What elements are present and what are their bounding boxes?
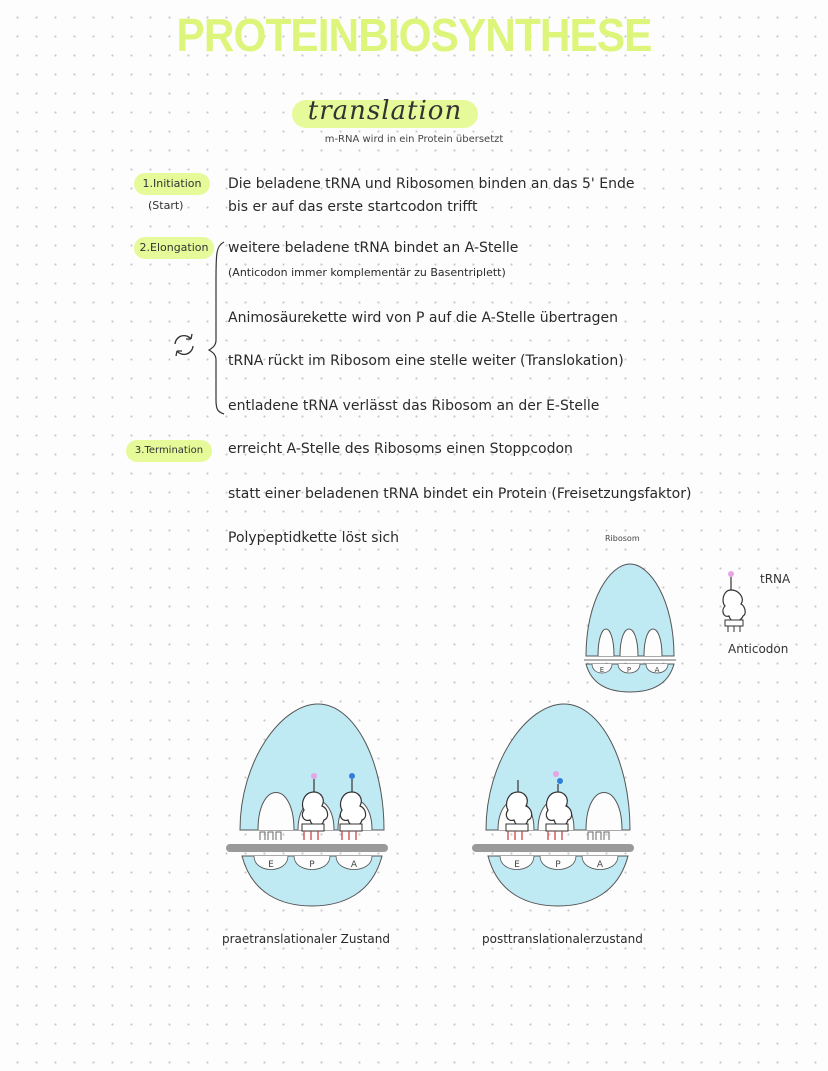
diag2-site-a: A <box>596 860 604 870</box>
trna-label: tRNA <box>760 572 791 586</box>
initiation-line-1: Die beladene tRNA und Ribosomen binden an das 5' Ende <box>228 176 635 192</box>
step-label-termination: 3.Termination <box>126 440 212 462</box>
subtitle: translation <box>307 96 463 126</box>
diag2-site-p: P <box>555 860 561 870</box>
caption-pretranslational: praetranslationaler Zustand <box>222 932 390 946</box>
diagram-posttranslational <box>468 700 638 920</box>
step-sublabel-start: (Start) <box>148 199 184 212</box>
elongation-line-3: Animosäurekette wird von P auf die A-Stelle übertragen <box>228 310 619 326</box>
ribosom-label: Ribosom <box>605 534 640 543</box>
elongation-line-4: tRNA rückt im Ribosom eine stelle weiter (Translokation) <box>228 353 624 369</box>
initiation-line-2: bis er auf das erste startcodon trifft <box>228 199 478 215</box>
legend-trna <box>715 570 755 640</box>
diag1-site-a: A <box>350 860 358 870</box>
diag2-site-e: E <box>514 860 520 870</box>
elongation-brace <box>208 240 228 420</box>
termination-line-2: statt einer beladenen tRNA bindet ein Protein (Freisetzungsfaktor) <box>228 486 692 502</box>
legend-site-a: A <box>654 666 660 674</box>
cycle-icon <box>170 332 198 358</box>
legend-ribosome <box>580 560 680 700</box>
step-label-elongation: 2.Elongation <box>134 237 214 259</box>
legend-site-p: P <box>626 666 632 674</box>
anticodon-label: Anticodon <box>728 642 789 656</box>
legend-site-e: E <box>599 666 605 674</box>
diagram-pretranslational <box>222 700 392 920</box>
subtitle-note: m-RNA wird in ein Protein übersetzt <box>324 134 504 145</box>
page-title: PROTEINBIOSYNTHESE <box>176 9 652 61</box>
termination-line-3: Polypeptidkette löst sich <box>228 530 400 546</box>
diag1-site-p: P <box>309 860 315 870</box>
diag1-site-e: E <box>268 860 274 870</box>
elongation-line-1: weitere beladene tRNA bindet an A-Stelle <box>228 240 519 256</box>
elongation-line-5: entladene tRNA verlässt das Ribosom an der E-Stelle <box>228 398 600 414</box>
termination-line-1: erreicht A-Stelle des Ribosoms einen Stoppcodon <box>228 441 573 457</box>
step-label-initiation: 1.Initiation <box>134 173 210 195</box>
elongation-line-2: (Anticodon immer komplementär zu Basentriplett) <box>228 266 506 279</box>
caption-posttranslational: posttranslationalerzustand <box>482 932 643 946</box>
